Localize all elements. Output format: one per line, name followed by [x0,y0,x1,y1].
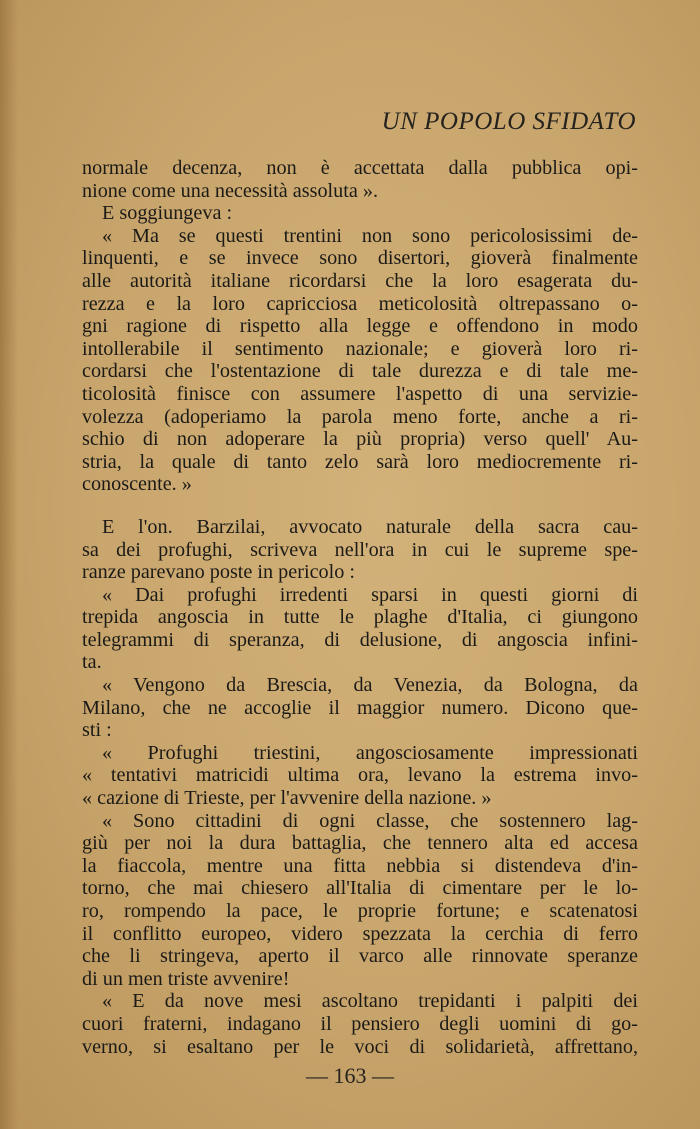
text-line: schio di non adoperare la più propria) verso quell' Au- [82,428,638,451]
page-body [82,157,638,1058]
running-head: UN POPOLO SFIDATO [381,108,636,135]
text-line: « tentativi matricidi ultima ora, levano la estrema invo- [82,764,638,787]
text-line: trepida angoscia in tutte le plaghe d'Italia, ci giungono [82,606,638,629]
text-line: E l'on. Barzilai, avvocato naturale della sacra cau- [102,515,638,538]
text-line: volezza (adoperiamo la parola meno forte, anche a ri- [82,405,638,428]
text-line: intollerabile il sentimento nazionale; e gioverà loro ri- [82,337,638,360]
text-line: cuori fraterni, indagano il pensiero degli uomini di go- [82,1012,638,1035]
text-line: sa dei profughi, scriveva nell'ora in cui le supreme spe- [82,538,638,561]
paragraph [82,990,638,1058]
text-line: nione come una necessità assoluta ». [82,179,378,202]
text-line: gni ragione di rispetto alla legge e offendono in modo [82,315,638,338]
text-line: sti : [82,719,112,742]
text-line: linquenti, e se invece sono disertori, gioverà finalmente [82,247,638,270]
text-line: cordarsi che l'ostentazione di tale durezza e di tale me- [82,360,638,383]
text-line: che li stringeva, aperto il varco alle rinnovate speranze [82,945,638,968]
paragraph [82,225,638,496]
page-number: — 163 — [306,1063,394,1088]
text-line: verno, si esaltano per le voci di solidarietà, affrettano, [82,1035,638,1058]
text-line: conoscente. » [82,473,192,496]
paragraph [82,157,638,202]
text-line: la fiaccola, mentre una fitta nebbia si distendeva d'in- [82,854,638,877]
text-line: stria, la quale di tanto zelo sarà loro mediocremente ri- [82,450,638,473]
text-line: « Dai profughi irredenti sparsi in questi giorni di [102,583,638,606]
paragraph [82,516,638,584]
text-line: di un men triste avvenire! [82,967,290,990]
text-line: alle autorità italiane ricordarsi che la loro esagerata du- [82,269,638,292]
paragraph [82,742,638,810]
text-line: ranze parevano poste in pericolo : [82,561,355,584]
text-line: « E da nove mesi ascoltano trepidanti i palpiti dei [102,990,638,1013]
text-line: rezza e la loro capricciosa meticolosità oltrepassano o- [82,292,638,315]
paragraph [82,202,638,225]
page-edge-shadow [0,0,18,1129]
text-line: « Vengono da Brescia, da Venezia, da Bologna, da [102,674,638,697]
text-line: ta. [82,651,102,674]
text-line: « cazione di Trieste, per l'avvenire della nazione. » [82,787,492,810]
text-line: ticolosità finisce con assumere l'aspetto di una servizie- [82,382,638,405]
text-line: « Profughi triestini, angosciosamente impressionati [102,741,638,764]
text-line: E soggiungeva : [102,202,233,225]
paragraph [82,674,638,742]
text-line: ro, rompendo la pace, le proprie fortune; e scatenatosi [82,900,638,922]
text-line: telegrammi di speranza, di delusione, di angoscia infini- [82,628,638,651]
paragraph [82,810,638,991]
text-line: « Sono cittadini di ogni classe, che sostennero lag- [102,809,638,832]
paragraph [82,584,638,674]
text-line: giù per noi la dura battaglia, che tennero alta ed accesa [82,832,638,855]
paragraph-gap [82,496,638,516]
text-line: torno, che mai chiesero all'Italia di cimentare per le lo- [82,877,638,900]
text-line: Milano, che ne accoglie il maggior numero. Dicono que- [82,696,638,719]
text-line: normale decenza, non è accettata dalla pubblica opi- [82,157,638,179]
text-line: « Ma se questi trentini non sono pericolosissimi de- [102,224,638,247]
text-line: il conflitto europeo, videro spezzata la cerchia di ferro [82,922,638,945]
